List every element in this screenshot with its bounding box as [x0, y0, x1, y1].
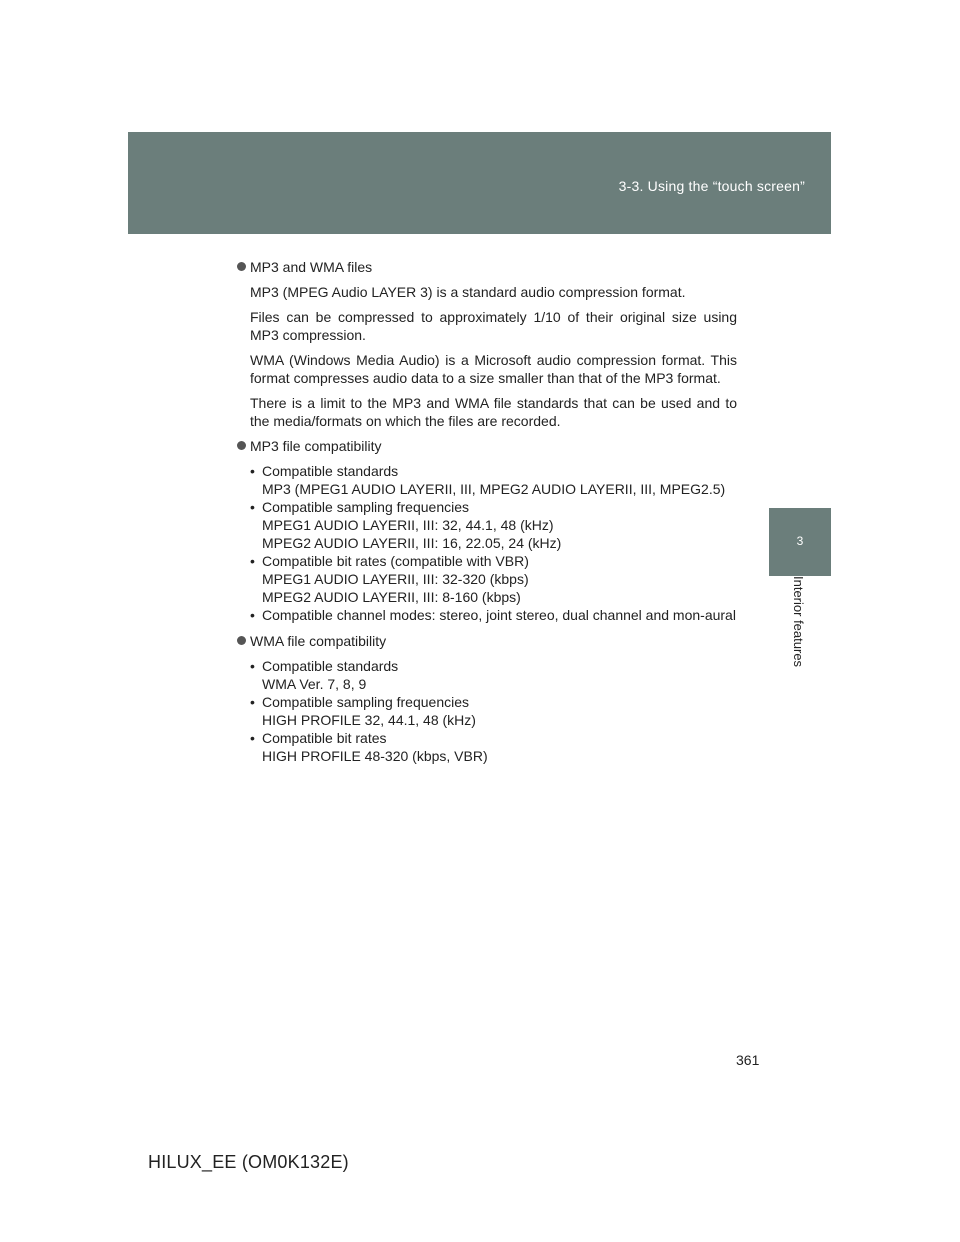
list-item-label: Compatible bit rates (compatible with VBR): [262, 553, 529, 569]
paragraph: There is a limit to the MP3 and WMA file standards that can be used and to the media/formats on which the files are recorded.: [250, 395, 737, 429]
mp3-compatibility-list: [237, 462, 737, 624]
paragraph: WMA (Windows Media Audio) is a Microsoft audio compression format. This format compresses audio data to a size smaller than that of the MP3 format.: [250, 352, 737, 386]
chapter-label-area: [769, 576, 831, 686]
list-item-detail: MPEG2 AUDIO LAYERII, III: 8-160 (kbps): [262, 589, 521, 605]
list-item-label: Compatible bit rates: [262, 730, 387, 746]
page-content: [237, 258, 737, 773]
list-item-detail: MPEG2 AUDIO LAYERII, III: 16, 22.05, 24 (kHz): [262, 535, 562, 551]
list-item: • Compatible standards MP3 (MPEG1 AUDIO LAYERII, III, MPEG2 AUDIO LAYERII, III, MPEG2.5): [250, 462, 737, 498]
list-item: • Compatible sampling frequencies HIGH PROFILE 32, 44.1, 48 (kHz): [250, 693, 737, 729]
list-item-label: Compatible standards: [262, 658, 399, 674]
list-item-detail: MP3 (MPEG1 AUDIO LAYERII, III, MPEG2 AUDIO LAYERII, III, MPEG2.5): [262, 481, 726, 497]
list-item: • Compatible standards WMA Ver. 7, 8, 9: [250, 657, 737, 693]
page-number: 361: [736, 1052, 760, 1068]
chapter-label: Interior features: [791, 576, 806, 668]
list-item-label: Compatible sampling frequencies: [262, 694, 469, 710]
chapter-header-band: [128, 132, 831, 234]
list-item-detail: HIGH PROFILE 48-320 (kbps, VBR): [262, 748, 488, 764]
bullet-dot-icon: [237, 441, 246, 450]
list-item: • Compatible channel modes: stereo, joint stereo, dual channel and mon-aural: [250, 607, 736, 623]
section-heading-mp3-compatibility: MP3 file compatibility: [237, 437, 737, 455]
paragraph: Files can be compressed to approximately 1/10 of their original size using MP3 compression.: [250, 309, 737, 343]
chapter-number: 3: [796, 534, 804, 548]
bullet-dot-icon: [237, 262, 246, 271]
list-item: • Compatible sampling frequencies MPEG1 AUDIO LAYERII, III: 32, 44.1, 48 (kHz) MPEG2 AUDIO LAYERII, III: 16, 22.05, 24 (kHz): [250, 498, 737, 552]
list-item: • Compatible bit rates (compatible with VBR) MPEG1 AUDIO LAYERII, III: 32-320 (kbps) MPEG2 AUDIO LAYERII, III: 8-160 (kbps): [250, 552, 737, 606]
wma-compatibility-list: [237, 657, 737, 765]
list-item: • Compatible bit rates HIGH PROFILE 48-320 (kbps, VBR): [250, 729, 737, 765]
list-item-detail: MPEG1 AUDIO LAYERII, III: 32, 44.1, 48 (kHz): [262, 517, 554, 533]
bullet-dot-icon: [237, 636, 246, 645]
list-item-label: Compatible sampling frequencies: [262, 499, 469, 515]
section-title: 3-3. Using the “touch screen”: [618, 178, 805, 194]
chapter-tab: [769, 508, 831, 576]
list-item-label: Compatible standards: [262, 463, 399, 479]
list-item-detail: WMA Ver. 7, 8, 9: [262, 676, 367, 692]
list-item-detail: HIGH PROFILE 32, 44.1, 48 (kHz): [262, 712, 476, 728]
section-heading-mp3-wma: MP3 and WMA files: [237, 258, 737, 276]
document-code: HILUX_EE (OM0K132E): [148, 1152, 349, 1172]
section-heading-wma-compatibility: WMA file compatibility: [237, 632, 737, 650]
list-item-detail: MPEG1 AUDIO LAYERII, III: 32-320 (kbps): [262, 571, 529, 587]
paragraph: MP3 (MPEG Audio LAYER 3) is a standard audio compression format.: [250, 284, 686, 300]
list-item-label: Compatible channel modes: stereo, joint stereo, dual channel and mon-aural: [262, 607, 736, 623]
